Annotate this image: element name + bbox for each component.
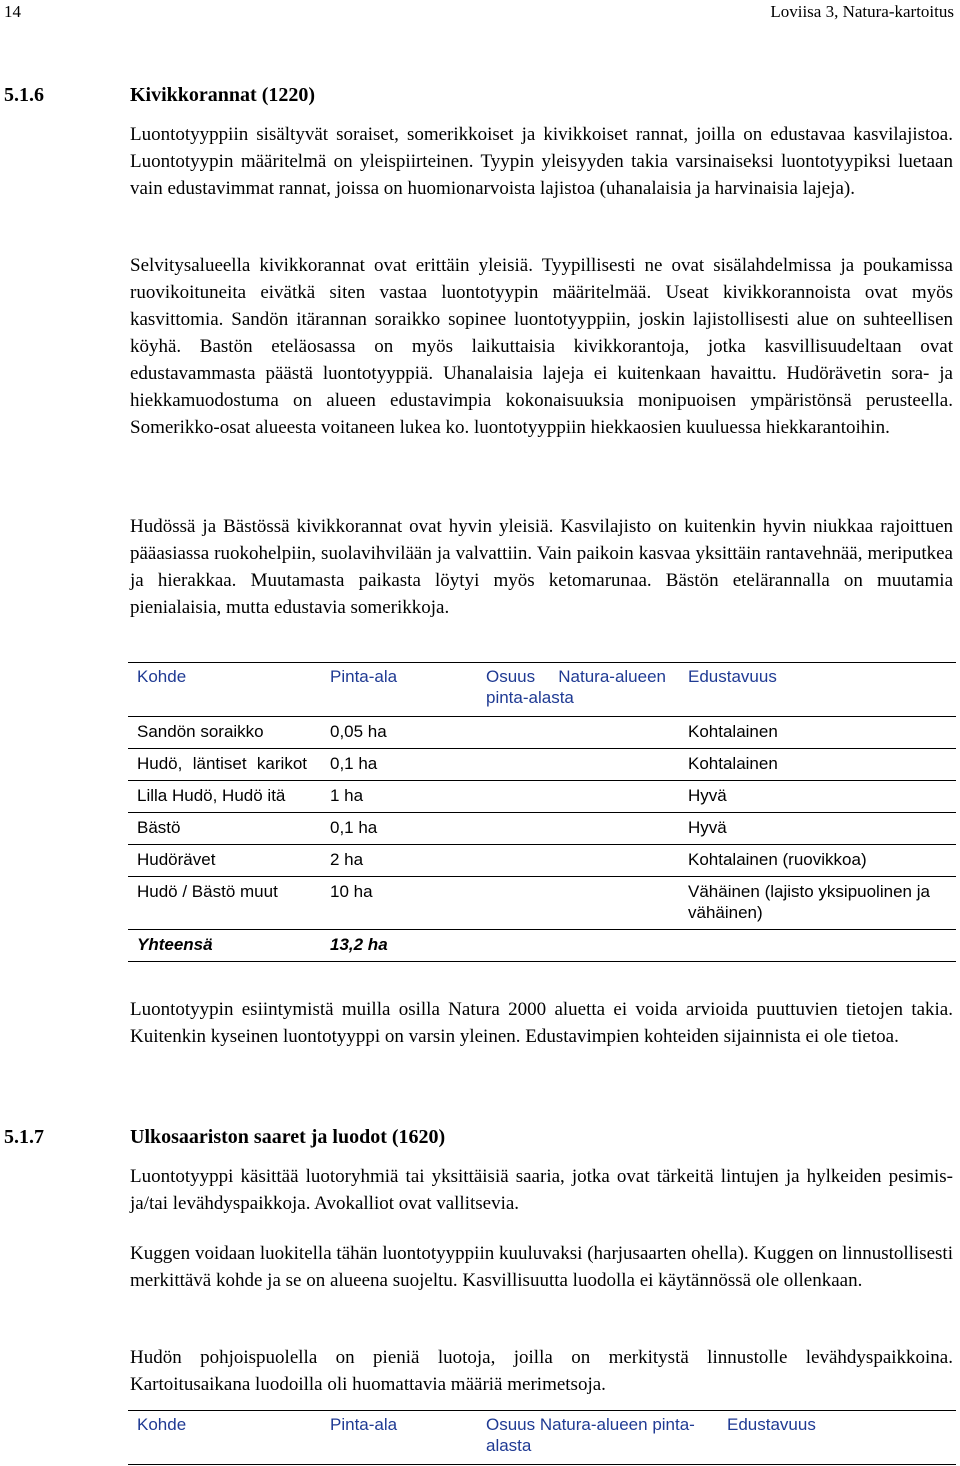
table-total-row (128, 930, 956, 962)
section-title: Ulkosaariston saaret ja luodot (1620) (130, 1126, 446, 1148)
table-row (128, 781, 956, 813)
table-cell: Hyvä (679, 813, 956, 845)
table-row (128, 813, 956, 845)
table-cell (477, 930, 679, 962)
section-number: 5.1.6 (4, 84, 44, 106)
table-cell (679, 930, 956, 962)
table-cell: 2 ha (321, 845, 477, 877)
document-title: Loviisa 3, Natura-kartoitus (770, 2, 954, 21)
table-cell: 0,05 ha (321, 717, 477, 749)
table-header-row (128, 1411, 956, 1465)
table-cell: 10 ha (321, 877, 477, 930)
column-header-kohde: Kohde (128, 1411, 321, 1465)
page-number: 14 (4, 2, 21, 21)
table-cell: Bästö (128, 813, 321, 845)
table-cell (477, 877, 679, 930)
table-cell: Kohtalainen (679, 717, 956, 749)
paragraph: Luontotyypin esiintymistä muilla osilla Natura 2000 aluetta ei voida arvioida puuttuvien tietojen takia. Kuitenkin kyseinen luontotyyppi on varsin yleinen. Edustavimpien kohteiden sijainnista ei ole tietoa. (130, 999, 953, 1047)
table-cell: Hyvä (679, 781, 956, 813)
paragraph: Luontotyyppiin sisältyvät soraiset, somerikkoiset ja kivikkoiset rannat, joilla on edustavaa kasvilajistoa. Luontotyypin määritelmä on yleispiirteinen. Tyypin yleisyyden takia varsinaiseksi luontotyypiksi luetaan vain edustavimmat rannat, joissa on huomionarvoista lajistoa (uhanalaisia ja harvinaisia lajeja). (130, 124, 953, 199)
section-heading-517 (4, 1126, 445, 1149)
section-number: 5.1.7 (4, 1126, 44, 1148)
table-row (128, 717, 956, 749)
column-header-edustavuus: Edustavuus (718, 1411, 956, 1465)
table-cell: Sandön soraikko (128, 717, 321, 749)
page-header (0, 0, 960, 24)
section-heading-516 (4, 84, 315, 107)
paragraph: Hudössä ja Bästössä kivikkorannat ovat hyvin yleisiä. Kasvilajisto on kuitenkin hyvin niukkaa rajoittuen pääasiassa ruokohelpiin, suolavihvilään ja valvattiin. Vain paikoin kasvaa yksittäin rantavehnää, meriputkea ja hierakkaa. Muutamasta paikasta löytyi myös ketomarunaa. Bästön etelärannalla on muutamia pienialaisia, mutta edustavia somerikkoja. (130, 516, 953, 618)
table-row (128, 877, 956, 930)
table-cell: Kohtalainen (679, 749, 956, 781)
table-cell (477, 781, 679, 813)
table-cell: 1 ha (321, 781, 477, 813)
total-label: Yhteensä (128, 930, 321, 962)
table-row (128, 845, 956, 877)
paragraph: Kuggen voidaan luokitella tähän luontotyyppiin kuuluvaksi (harjusaarten ohella). Kuggen on linnustollisesti merkittävä kohde ja se on alueena suojeltu. Kasvillisuutta luodolla ei käytännössä ole ollenkaan. (130, 1243, 953, 1291)
table-cell: Hudörävet (128, 845, 321, 877)
column-header-pinta-ala: Pinta-ala (321, 1411, 477, 1465)
table-row (128, 749, 956, 781)
table-cell: Lilla Hudö, Hudö itä (128, 781, 321, 813)
table-cell: 0,1 ha (321, 749, 477, 781)
table-header-row (128, 663, 956, 717)
paragraph: Hudön pohjoispuolella on pieniä luotoja, joilla on merkitystä linnustolle levähdyspaikkoina. Kartoitusaikana luodoilla oli huomattavia määriä merimetsoja. (130, 1347, 953, 1395)
table-cell: Kohtalainen (ruovikkoa) (679, 845, 956, 877)
table-cell: 0,1 ha (321, 813, 477, 845)
table-cell (477, 813, 679, 845)
column-header-edustavuus: Edustavuus (679, 663, 956, 717)
paragraph: Luontotyyppi käsittää luotoryhmiä tai yksittäisiä saaria, jotka ovat tärkeitä lintujen ja hylkeiden pesimis- ja/tai levähdyspaikkoja. Avokalliot ovat vallitsevia. (130, 1166, 953, 1214)
habitat-table-1220 (128, 662, 956, 962)
table-cell: Hudö, läntiset karikot (128, 749, 321, 781)
table-cell: Vähäinen (lajisto yksipuolinen ja vähäinen) (679, 877, 956, 930)
table-cell: Hudö / Bästö muut (128, 877, 321, 930)
table-cell (477, 845, 679, 877)
column-header-osuus: Osuus Natura-alueen pinta-alasta (477, 663, 679, 717)
column-header-kohde: Kohde (128, 663, 321, 717)
column-header-pinta-ala: Pinta-ala (321, 663, 477, 717)
paragraph: Selvitysalueella kivikkorannat ovat erittäin yleisiä. Tyypillisesti ne ovat sisälahdelmissa ja poukamissa ruovikoituneita eivätkä siten vastaa luontotyypin määritelmää. Useat kivikkorannoista ovat myös kasvittomia. Sandön itärannan soraikko sopinee luontotyyppiin, joskin lajistollisesti alue on suhteellisen köyhä. Bastön eteläosassa on myös laikuttaisia kivikkorantoja, jotka kasvillisuudeltaan ovat edustavammasta päästä luontotyyppiä. Uhanalaisia lajeja ei kuitenkaan havaittu. Hudörävetin sora- ja hiekkamuodostuma on alueen edustavimpia kokonaisuuksia monipuoisen ympäristönsä perusteella. Somerikko-osat alueesta voitaneen lukea ko. luontotyyppiin hiekkaosien kuuluessa hiekkarantoihin. (130, 255, 953, 438)
column-header-osuus: Osuus Natura-alueen pinta-alasta (477, 1411, 718, 1465)
habitat-table-1620 (128, 1410, 956, 1465)
total-value: 13,2 ha (321, 930, 477, 962)
table-cell (477, 749, 679, 781)
table-cell (477, 717, 679, 749)
section-title: Kivikkorannat (1220) (130, 84, 316, 106)
